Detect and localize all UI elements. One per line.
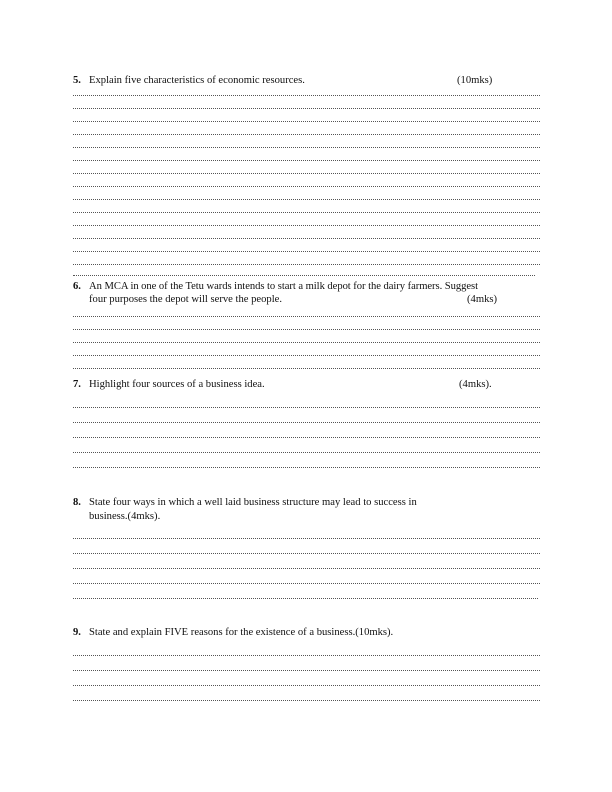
answer-line[interactable] bbox=[73, 173, 540, 174]
question-6 bbox=[73, 280, 541, 308]
question-text: Explain five characteristics of economic resources. bbox=[89, 75, 305, 86]
question-text-line2: business.(4mks). bbox=[89, 511, 161, 522]
answer-line[interactable] bbox=[73, 342, 540, 343]
answer-line[interactable] bbox=[73, 160, 540, 161]
answer-line[interactable] bbox=[73, 407, 540, 408]
question-number: 9. bbox=[73, 627, 81, 638]
answer-line[interactable] bbox=[73, 700, 540, 701]
question-text-line2: four purposes the depot will serve the people. bbox=[89, 294, 282, 305]
answer-line[interactable] bbox=[73, 147, 540, 148]
question-text-line1: State four ways in which a well laid business structure may lead to success in bbox=[89, 497, 417, 508]
answer-line[interactable] bbox=[73, 108, 540, 109]
question-9 bbox=[73, 626, 541, 640]
answer-line[interactable] bbox=[73, 437, 540, 438]
answer-line[interactable] bbox=[73, 251, 540, 252]
answer-line[interactable] bbox=[73, 329, 540, 330]
question-marks: (4mks) bbox=[467, 294, 498, 305]
answer-line[interactable] bbox=[73, 670, 540, 671]
answer-line[interactable] bbox=[73, 212, 540, 213]
answer-line[interactable] bbox=[73, 422, 540, 423]
answer-line[interactable] bbox=[73, 199, 540, 200]
question-marks: (4mks). bbox=[459, 379, 492, 390]
question-8 bbox=[73, 496, 541, 524]
question-7 bbox=[73, 378, 541, 392]
answer-line[interactable] bbox=[73, 95, 540, 96]
question-text-line1: An MCA in one of the Tetu wards intends to start a milk depot for the dairy farmers. Suggest bbox=[89, 281, 479, 292]
answer-line[interactable] bbox=[73, 275, 535, 276]
question-marks: (10mks) bbox=[457, 75, 493, 86]
answer-line[interactable] bbox=[73, 452, 540, 453]
question-number: 5. bbox=[73, 75, 81, 86]
answer-line[interactable] bbox=[73, 186, 540, 187]
question-number: 6. bbox=[73, 281, 81, 292]
answer-line[interactable] bbox=[73, 316, 540, 317]
answer-line[interactable] bbox=[73, 238, 540, 239]
question-number: 7. bbox=[73, 379, 81, 390]
answer-line[interactable] bbox=[73, 685, 540, 686]
question-number: 8. bbox=[73, 497, 81, 508]
answer-line[interactable] bbox=[73, 598, 538, 599]
question-text: State and explain FIVE reasons for the existence of a business.(10mks). bbox=[89, 627, 394, 638]
answer-line[interactable] bbox=[73, 134, 540, 135]
answer-line[interactable] bbox=[73, 538, 540, 539]
answer-line[interactable] bbox=[73, 355, 540, 356]
answer-line[interactable] bbox=[73, 121, 540, 122]
answer-line[interactable] bbox=[73, 553, 540, 554]
question-text: Highlight four sources of a business idea. bbox=[89, 379, 265, 390]
answer-line[interactable] bbox=[73, 655, 540, 656]
answer-line[interactable] bbox=[73, 264, 540, 265]
answer-line[interactable] bbox=[73, 583, 540, 584]
answer-line[interactable] bbox=[73, 225, 540, 226]
answer-line[interactable] bbox=[73, 467, 540, 468]
answer-line[interactable] bbox=[73, 568, 540, 569]
question-5 bbox=[73, 74, 541, 88]
answer-line[interactable] bbox=[73, 368, 540, 369]
